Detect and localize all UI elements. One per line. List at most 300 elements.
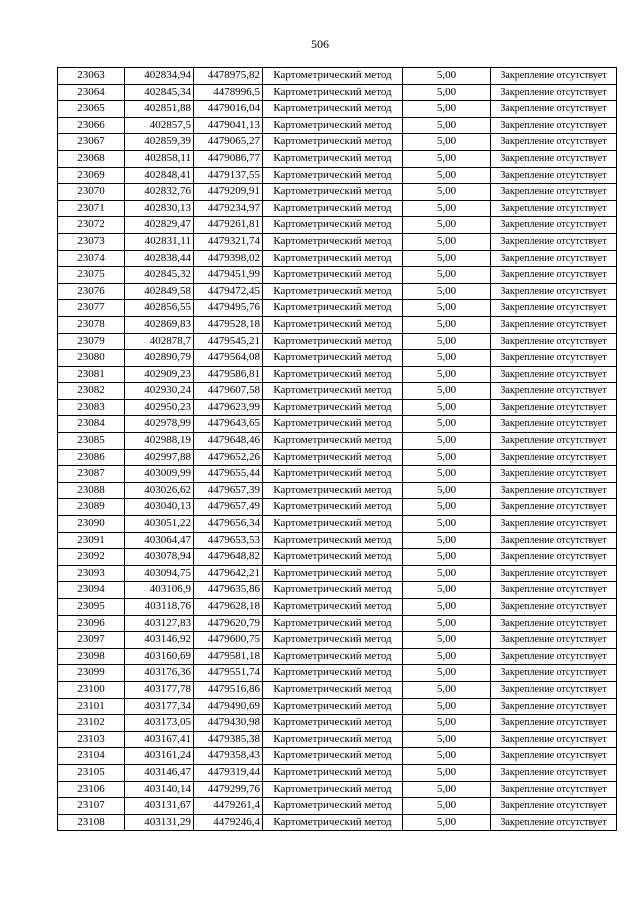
accuracy-cell: 5,00 [403, 764, 491, 781]
method-cell: Картометрический метод [263, 366, 403, 383]
point-number-cell: 23107 [58, 798, 125, 815]
table-body [58, 68, 617, 831]
method-cell: Картометрический метод [263, 466, 403, 483]
fixing-description-cell: Закрепление отсутствует [491, 565, 617, 582]
x-coordinate-cell: 402845,34 [125, 84, 194, 101]
accuracy-cell: 5,00 [403, 582, 491, 599]
method-cell: Картометрический метод [263, 798, 403, 815]
x-coordinate-cell: 403176,36 [125, 665, 194, 682]
y-coordinate-cell: 4479648,82 [194, 549, 263, 566]
y-coordinate-cell: 4479564,08 [194, 350, 263, 367]
fixing-description-cell: Закрепление отсутствует [491, 200, 617, 217]
fixing-description-cell: Закрепление отсутствует [491, 316, 617, 333]
table-row [58, 416, 617, 433]
point-number-cell: 23070 [58, 184, 125, 201]
point-number-cell: 23102 [58, 715, 125, 732]
y-coordinate-cell: 4479209,91 [194, 184, 263, 201]
point-number-cell: 23095 [58, 599, 125, 616]
method-cell: Картометрический метод [263, 582, 403, 599]
accuracy-cell: 5,00 [403, 599, 491, 616]
point-number-cell: 23108 [58, 814, 125, 831]
fixing-description-cell: Закрепление отсутствует [491, 615, 617, 632]
x-coordinate-cell: 402988,19 [125, 433, 194, 450]
x-coordinate-cell: 403173,05 [125, 715, 194, 732]
table-row [58, 383, 617, 400]
method-cell: Картометрический метод [263, 632, 403, 649]
page-number: 506 [311, 37, 329, 51]
accuracy-cell: 5,00 [403, 731, 491, 748]
accuracy-cell: 5,00 [403, 449, 491, 466]
accuracy-cell: 5,00 [403, 117, 491, 134]
x-coordinate-cell: 402831,11 [125, 233, 194, 250]
table-row [58, 267, 617, 284]
point-number-cell: 23073 [58, 233, 125, 250]
fixing-description-cell: Закрепление отсутствует [491, 333, 617, 350]
x-coordinate-cell: 402890,79 [125, 350, 194, 367]
y-coordinate-cell: 4479358,43 [194, 748, 263, 765]
fixing-description-cell: Закрепление отсутствует [491, 632, 617, 649]
method-cell: Картометрический метод [263, 532, 403, 549]
y-coordinate-cell: 4479652,26 [194, 449, 263, 466]
x-coordinate-cell: 402858,11 [125, 150, 194, 167]
method-cell: Картометрический метод [263, 184, 403, 201]
x-coordinate-cell: 402851,88 [125, 101, 194, 118]
method-cell: Картометрический метод [263, 698, 403, 715]
point-number-cell: 23064 [58, 84, 125, 101]
y-coordinate-cell: 4479586,81 [194, 366, 263, 383]
fixing-description-cell: Закрепление отсутствует [491, 814, 617, 831]
fixing-description-cell: Закрепление отсутствует [491, 84, 617, 101]
x-coordinate-cell: 402830,13 [125, 200, 194, 217]
accuracy-cell: 5,00 [403, 167, 491, 184]
accuracy-cell: 5,00 [403, 267, 491, 284]
accuracy-cell: 5,00 [403, 665, 491, 682]
fixing-description-cell: Закрепление отсутствует [491, 68, 617, 85]
point-number-cell: 23074 [58, 250, 125, 267]
method-cell: Картометрический метод [263, 117, 403, 134]
point-number-cell: 23082 [58, 383, 125, 400]
accuracy-cell: 5,00 [403, 748, 491, 765]
point-number-cell: 23063 [58, 68, 125, 85]
table-row [58, 68, 617, 85]
y-coordinate-cell: 4479261,4 [194, 798, 263, 815]
fixing-description-cell: Закрепление отсутствует [491, 549, 617, 566]
y-coordinate-cell: 4479653,53 [194, 532, 263, 549]
table-row [58, 217, 617, 234]
x-coordinate-cell: 403140,14 [125, 781, 194, 798]
method-cell: Картометрический метод [263, 233, 403, 250]
method-cell: Картометрический метод [263, 565, 403, 582]
point-number-cell: 23068 [58, 150, 125, 167]
point-number-cell: 23086 [58, 449, 125, 466]
accuracy-cell: 5,00 [403, 781, 491, 798]
method-cell: Картометрический метод [263, 731, 403, 748]
accuracy-cell: 5,00 [403, 68, 491, 85]
y-coordinate-cell: 4479016,04 [194, 101, 263, 118]
point-number-cell: 23083 [58, 399, 125, 416]
y-coordinate-cell: 4479656,34 [194, 516, 263, 533]
method-cell: Картометрический метод [263, 615, 403, 632]
point-number-cell: 23100 [58, 681, 125, 698]
x-coordinate-cell: 402869,83 [125, 316, 194, 333]
accuracy-cell: 5,00 [403, 681, 491, 698]
point-number-cell: 23105 [58, 764, 125, 781]
x-coordinate-cell: 402930,24 [125, 383, 194, 400]
y-coordinate-cell: 4479495,76 [194, 300, 263, 317]
fixing-description-cell: Закрепление отсутствует [491, 399, 617, 416]
x-coordinate-cell: 402845,32 [125, 267, 194, 284]
x-coordinate-cell: 403127,83 [125, 615, 194, 632]
fixing-description-cell: Закрепление отсутствует [491, 433, 617, 450]
table-row [58, 764, 617, 781]
fixing-description-cell: Закрепление отсутствует [491, 731, 617, 748]
x-coordinate-cell: 403118,76 [125, 599, 194, 616]
fixing-description-cell: Закрепление отсутствует [491, 482, 617, 499]
method-cell: Картометрический метод [263, 781, 403, 798]
point-number-cell: 23096 [58, 615, 125, 632]
x-coordinate-cell: 403040,13 [125, 499, 194, 516]
fixing-description-cell: Закрепление отсутствует [491, 250, 617, 267]
accuracy-cell: 5,00 [403, 814, 491, 831]
method-cell: Картометрический метод [263, 84, 403, 101]
y-coordinate-cell: 4479643,65 [194, 416, 263, 433]
x-coordinate-cell: 402856,55 [125, 300, 194, 317]
x-coordinate-cell: 402832,76 [125, 184, 194, 201]
method-cell: Картометрический метод [263, 482, 403, 499]
y-coordinate-cell: 4478975,82 [194, 68, 263, 85]
method-cell: Картометрический метод [263, 283, 403, 300]
table-row [58, 250, 617, 267]
fixing-description-cell: Закрепление отсутствует [491, 300, 617, 317]
fixing-description-cell: Закрепление отсутствует [491, 748, 617, 765]
y-coordinate-cell: 4479607,58 [194, 383, 263, 400]
x-coordinate-cell: 403094,75 [125, 565, 194, 582]
y-coordinate-cell: 4479398,02 [194, 250, 263, 267]
fixing-description-cell: Закрепление отсутствует [491, 150, 617, 167]
accuracy-cell: 5,00 [403, 565, 491, 582]
accuracy-cell: 5,00 [403, 300, 491, 317]
method-cell: Картометрический метод [263, 433, 403, 450]
method-cell: Картометрический метод [263, 134, 403, 151]
accuracy-cell: 5,00 [403, 399, 491, 416]
table-row [58, 499, 617, 516]
x-coordinate-cell: 402997,88 [125, 449, 194, 466]
accuracy-cell: 5,00 [403, 134, 491, 151]
point-number-cell: 23081 [58, 366, 125, 383]
method-cell: Картометрический метод [263, 101, 403, 118]
point-number-cell: 23076 [58, 283, 125, 300]
table-row [58, 715, 617, 732]
table-row [58, 665, 617, 682]
table-row [58, 300, 617, 317]
point-number-cell: 23072 [58, 217, 125, 234]
point-number-cell: 23067 [58, 134, 125, 151]
table-row [58, 798, 617, 815]
fixing-description-cell: Закрепление отсутствует [491, 781, 617, 798]
table-row [58, 599, 617, 616]
accuracy-cell: 5,00 [403, 499, 491, 516]
fixing-description-cell: Закрепление отсутствует [491, 267, 617, 284]
y-coordinate-cell: 4479528,18 [194, 316, 263, 333]
x-coordinate-cell: 403026,62 [125, 482, 194, 499]
point-number-cell: 23089 [58, 499, 125, 516]
accuracy-cell: 5,00 [403, 350, 491, 367]
accuracy-cell: 5,00 [403, 283, 491, 300]
point-number-cell: 23088 [58, 482, 125, 499]
accuracy-cell: 5,00 [403, 200, 491, 217]
fixing-description-cell: Закрепление отсутствует [491, 499, 617, 516]
table-row [58, 233, 617, 250]
method-cell: Картометрический метод [263, 549, 403, 566]
fixing-description-cell: Закрепление отсутствует [491, 665, 617, 682]
table-row [58, 516, 617, 533]
method-cell: Картометрический метод [263, 333, 403, 350]
fixing-description-cell: Закрепление отсутствует [491, 383, 617, 400]
x-coordinate-cell: 402978,99 [125, 416, 194, 433]
accuracy-cell: 5,00 [403, 101, 491, 118]
table-row [58, 283, 617, 300]
y-coordinate-cell: 4479657,49 [194, 499, 263, 516]
method-cell: Картометрический метод [263, 250, 403, 267]
accuracy-cell: 5,00 [403, 433, 491, 450]
fixing-description-cell: Закрепление отсутствует [491, 117, 617, 134]
accuracy-cell: 5,00 [403, 482, 491, 499]
table-row [58, 748, 617, 765]
x-coordinate-cell: 403078,94 [125, 549, 194, 566]
table-row [58, 101, 617, 118]
fixing-description-cell: Закрепление отсутствует [491, 715, 617, 732]
method-cell: Картометрический метод [263, 383, 403, 400]
method-cell: Картометрический метод [263, 399, 403, 416]
x-coordinate-cell: 403146,92 [125, 632, 194, 649]
fixing-description-cell: Закрепление отсутствует [491, 449, 617, 466]
accuracy-cell: 5,00 [403, 250, 491, 267]
point-number-cell: 23080 [58, 350, 125, 367]
method-cell: Картометрический метод [263, 200, 403, 217]
x-coordinate-cell: 402857,5 [125, 117, 194, 134]
y-coordinate-cell: 4479490,69 [194, 698, 263, 715]
y-coordinate-cell: 4479472,45 [194, 283, 263, 300]
x-coordinate-cell: 403131,67 [125, 798, 194, 815]
method-cell: Картометрический метод [263, 350, 403, 367]
x-coordinate-cell: 402849,58 [125, 283, 194, 300]
point-number-cell: 23093 [58, 565, 125, 582]
x-coordinate-cell: 403051,22 [125, 516, 194, 533]
table-row [58, 184, 617, 201]
accuracy-cell: 5,00 [403, 333, 491, 350]
method-cell: Картометрический метод [263, 68, 403, 85]
fixing-description-cell: Закрепление отсутствует [491, 184, 617, 201]
x-coordinate-cell: 403167,41 [125, 731, 194, 748]
point-number-cell: 23097 [58, 632, 125, 649]
y-coordinate-cell: 4479628,18 [194, 599, 263, 616]
method-cell: Картометрический метод [263, 449, 403, 466]
point-number-cell: 23085 [58, 433, 125, 450]
fixing-description-cell: Закрепление отсутствует [491, 283, 617, 300]
accuracy-cell: 5,00 [403, 383, 491, 400]
point-number-cell: 23077 [58, 300, 125, 317]
table-row [58, 117, 617, 134]
accuracy-cell: 5,00 [403, 615, 491, 632]
x-coordinate-cell: 402950,23 [125, 399, 194, 416]
fixing-description-cell: Закрепление отсутствует [491, 134, 617, 151]
method-cell: Картометрический метод [263, 748, 403, 765]
table-row [58, 84, 617, 101]
x-coordinate-cell: 403009,99 [125, 466, 194, 483]
fixing-description-cell: Закрепление отсутствует [491, 101, 617, 118]
table-row [58, 150, 617, 167]
table-row [58, 466, 617, 483]
y-coordinate-cell: 4479234,97 [194, 200, 263, 217]
accuracy-cell: 5,00 [403, 698, 491, 715]
y-coordinate-cell: 4479516,86 [194, 681, 263, 698]
x-coordinate-cell: 402829,47 [125, 217, 194, 234]
y-coordinate-cell: 4479041,13 [194, 117, 263, 134]
fixing-description-cell: Закрепление отсутствует [491, 532, 617, 549]
table-row [58, 549, 617, 566]
x-coordinate-cell: 403131,29 [125, 814, 194, 831]
table-row [58, 648, 617, 665]
method-cell: Картометрический метод [263, 764, 403, 781]
point-number-cell: 23106 [58, 781, 125, 798]
table-row [58, 433, 617, 450]
y-coordinate-cell: 4479635,86 [194, 582, 263, 599]
accuracy-cell: 5,00 [403, 233, 491, 250]
accuracy-cell: 5,00 [403, 184, 491, 201]
x-coordinate-cell: 403161,24 [125, 748, 194, 765]
x-coordinate-cell: 402859,39 [125, 134, 194, 151]
table-row [58, 482, 617, 499]
x-coordinate-cell: 402834,94 [125, 68, 194, 85]
table-row [58, 366, 617, 383]
table-row [58, 731, 617, 748]
y-coordinate-cell: 4479623,99 [194, 399, 263, 416]
point-number-cell: 23098 [58, 648, 125, 665]
method-cell: Картометрический метод [263, 715, 403, 732]
fixing-description-cell: Закрепление отсутствует [491, 217, 617, 234]
table-row [58, 316, 617, 333]
point-number-cell: 23087 [58, 466, 125, 483]
y-coordinate-cell: 4479086,77 [194, 150, 263, 167]
method-cell: Картометрический метод [263, 300, 403, 317]
method-cell: Картометрический метод [263, 814, 403, 831]
x-coordinate-cell: 403177,34 [125, 698, 194, 715]
y-coordinate-cell: 4479246,4 [194, 814, 263, 831]
x-coordinate-cell: 403146,47 [125, 764, 194, 781]
fixing-description-cell: Закрепление отсутствует [491, 350, 617, 367]
method-cell: Картометрический метод [263, 499, 403, 516]
accuracy-cell: 5,00 [403, 416, 491, 433]
table-row [58, 582, 617, 599]
accuracy-cell: 5,00 [403, 366, 491, 383]
y-coordinate-cell: 4479319,44 [194, 764, 263, 781]
accuracy-cell: 5,00 [403, 532, 491, 549]
table-row [58, 167, 617, 184]
table-row [58, 781, 617, 798]
method-cell: Картометрический метод [263, 516, 403, 533]
method-cell: Картометрический метод [263, 681, 403, 698]
y-coordinate-cell: 4479655,44 [194, 466, 263, 483]
y-coordinate-cell: 4479261,81 [194, 217, 263, 234]
table-row [58, 333, 617, 350]
y-coordinate-cell: 4479137,55 [194, 167, 263, 184]
point-number-cell: 23071 [58, 200, 125, 217]
y-coordinate-cell: 4479299,76 [194, 781, 263, 798]
table-row [58, 615, 617, 632]
point-number-cell: 23091 [58, 532, 125, 549]
fixing-description-cell: Закрепление отсутствует [491, 764, 617, 781]
table-row [58, 532, 617, 549]
accuracy-cell: 5,00 [403, 466, 491, 483]
point-number-cell: 23066 [58, 117, 125, 134]
point-number-cell: 23084 [58, 416, 125, 433]
y-coordinate-cell: 4478996,5 [194, 84, 263, 101]
accuracy-cell: 5,00 [403, 516, 491, 533]
method-cell: Картометрический метод [263, 316, 403, 333]
table-row [58, 681, 617, 698]
accuracy-cell: 5,00 [403, 549, 491, 566]
y-coordinate-cell: 4479581,18 [194, 648, 263, 665]
point-number-cell: 23065 [58, 101, 125, 118]
y-coordinate-cell: 4479430,98 [194, 715, 263, 732]
y-coordinate-cell: 4479385,38 [194, 731, 263, 748]
fixing-description-cell: Закрепление отсутствует [491, 233, 617, 250]
table-row [58, 814, 617, 831]
point-number-cell: 23101 [58, 698, 125, 715]
accuracy-cell: 5,00 [403, 715, 491, 732]
accuracy-cell: 5,00 [403, 150, 491, 167]
y-coordinate-cell: 4479065,27 [194, 134, 263, 151]
y-coordinate-cell: 4479551,74 [194, 665, 263, 682]
x-coordinate-cell: 402878,7 [125, 333, 194, 350]
fixing-description-cell: Закрепление отсутствует [491, 516, 617, 533]
x-coordinate-cell: 403106,9 [125, 582, 194, 599]
method-cell: Картометрический метод [263, 648, 403, 665]
method-cell: Картометрический метод [263, 599, 403, 616]
table-row [58, 698, 617, 715]
x-coordinate-cell: 402909,23 [125, 366, 194, 383]
table-row [58, 399, 617, 416]
fixing-description-cell: Закрепление отсутствует [491, 366, 617, 383]
fixing-description-cell: Закрепление отсутствует [491, 648, 617, 665]
x-coordinate-cell: 403160,69 [125, 648, 194, 665]
accuracy-cell: 5,00 [403, 217, 491, 234]
point-number-cell: 23094 [58, 582, 125, 599]
coordinates-table [57, 67, 617, 831]
y-coordinate-cell: 4479648,46 [194, 433, 263, 450]
y-coordinate-cell: 4479545,21 [194, 333, 263, 350]
method-cell: Картометрический метод [263, 167, 403, 184]
table-row [58, 632, 617, 649]
point-number-cell: 23069 [58, 167, 125, 184]
table-row [58, 350, 617, 367]
point-number-cell: 23075 [58, 267, 125, 284]
point-number-cell: 23078 [58, 316, 125, 333]
point-number-cell: 23092 [58, 549, 125, 566]
table-row [58, 134, 617, 151]
accuracy-cell: 5,00 [403, 316, 491, 333]
point-number-cell: 23079 [58, 333, 125, 350]
fixing-description-cell: Закрепление отсутствует [491, 681, 617, 698]
accuracy-cell: 5,00 [403, 632, 491, 649]
x-coordinate-cell: 402848,41 [125, 167, 194, 184]
accuracy-cell: 5,00 [403, 798, 491, 815]
table-row [58, 565, 617, 582]
fixing-description-cell: Закрепление отсутствует [491, 167, 617, 184]
point-number-cell: 23090 [58, 516, 125, 533]
y-coordinate-cell: 4479642,21 [194, 565, 263, 582]
accuracy-cell: 5,00 [403, 84, 491, 101]
